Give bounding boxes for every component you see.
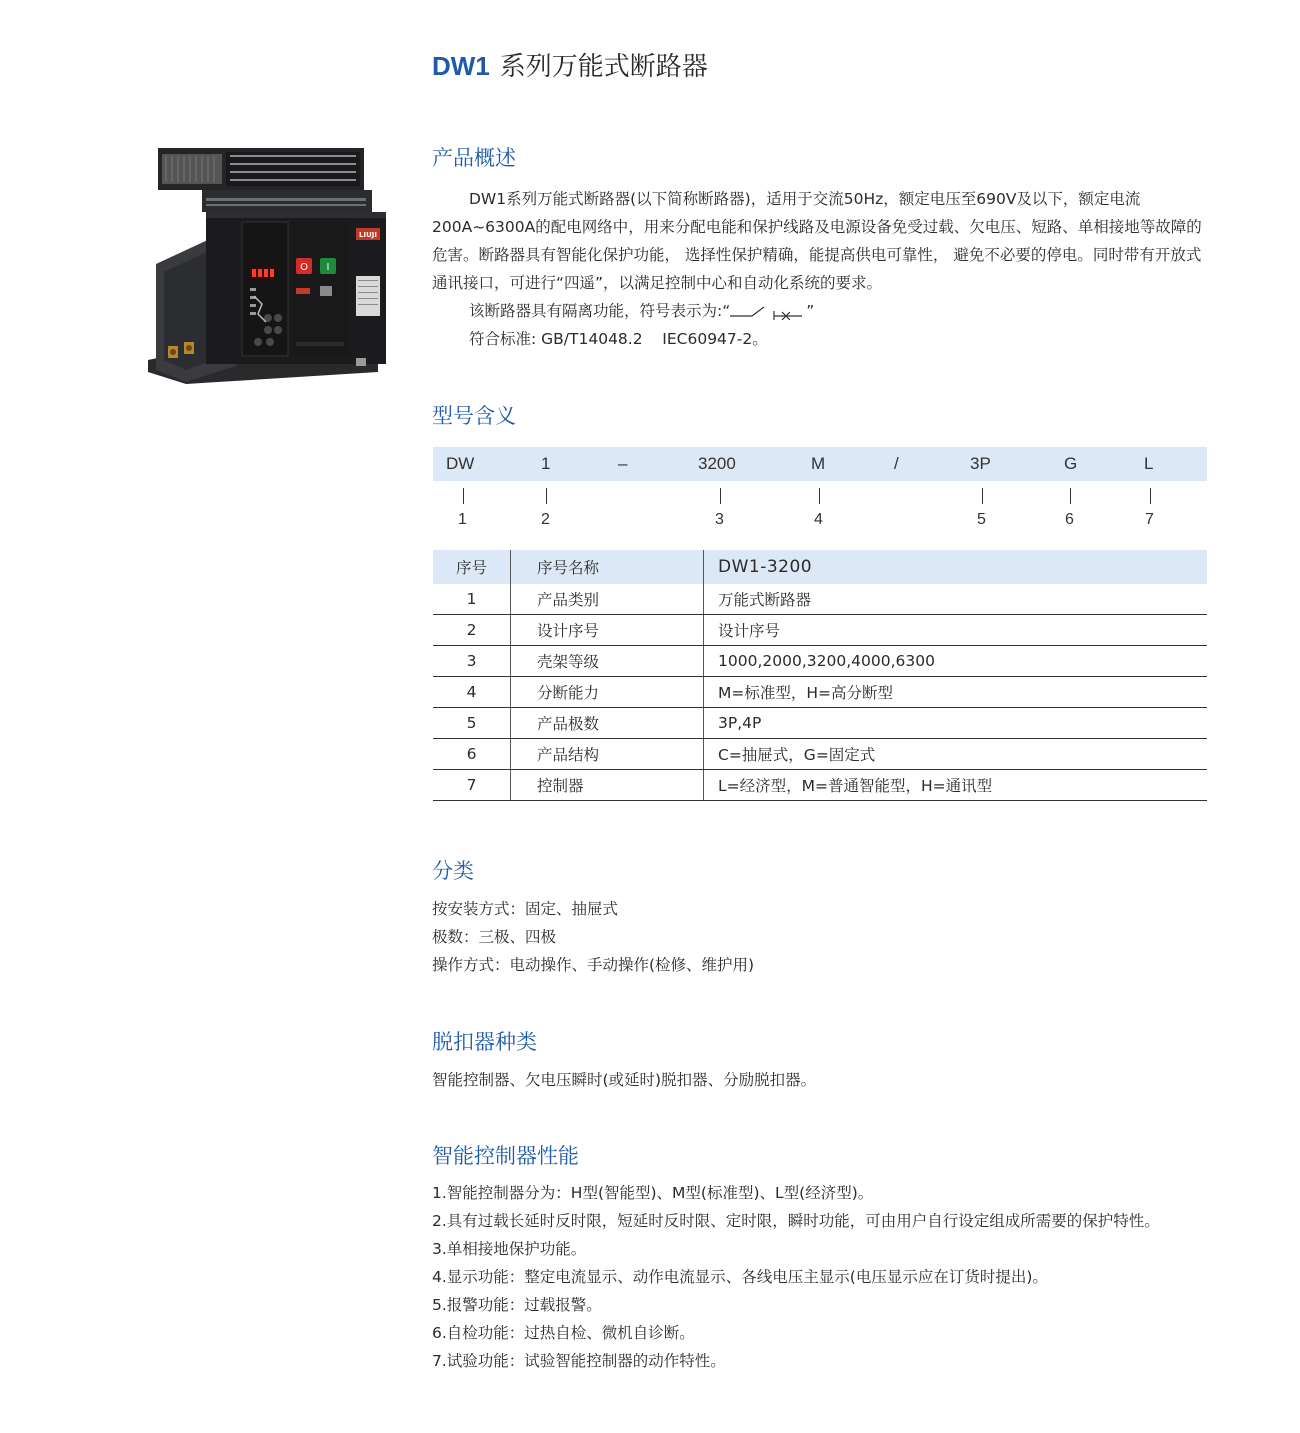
model-table xyxy=(433,550,1207,801)
table-cell: 3 xyxy=(433,646,511,677)
table-cell: 5 xyxy=(433,708,511,739)
table-cell: C=抽屉式，G=固定式 xyxy=(704,739,1208,770)
table-header: DW1-3200 xyxy=(704,550,1208,584)
on-button-label: I xyxy=(326,262,330,273)
index-tick xyxy=(546,488,547,504)
table-cell: 6 xyxy=(433,739,511,770)
controller-list xyxy=(432,1179,1222,1375)
table-cell: 设计序号 xyxy=(704,615,1208,646)
table-cell: 万能式断路器 xyxy=(704,584,1208,615)
list-item: 2.具有过载长延时反时限，短延时反时限、定时限，瞬时功能，可由用户自行设定组成所需要的保护特性。 xyxy=(432,1212,1160,1230)
isolation-suffix: ” xyxy=(806,302,815,320)
list-item: 3.单相接地保护功能。 xyxy=(432,1240,587,1258)
table-row xyxy=(433,677,1207,708)
list-item: 7.试验功能：试验智能控制器的动作特性。 xyxy=(432,1352,726,1370)
table-cell: 壳架等级 xyxy=(511,646,704,677)
table-cell: 设计序号 xyxy=(511,615,704,646)
table-cell: 2 xyxy=(433,615,511,646)
list-item: 4.显示功能：整定电流显示、动作电流显示、各线电压主显示(电压显示应在订货时提出)。 xyxy=(432,1268,1048,1286)
isolation-symbol-icon xyxy=(730,304,806,320)
table-row xyxy=(433,584,1207,615)
model-token: 3200 xyxy=(698,454,736,473)
table-cell: L=经济型，M=普通智能型，H=通讯型 xyxy=(704,770,1208,801)
classification-line: 按安装方式：固定、抽屉式 xyxy=(432,900,619,918)
index-number: 1 xyxy=(458,511,467,528)
model-token: L xyxy=(1144,454,1154,473)
list-item: 5.报警功能：过载报警。 xyxy=(432,1296,602,1314)
list-item: 1.智能控制器分为：H型(智能型)、M型(标准型)、L型(经济型)。 xyxy=(432,1184,874,1202)
index-number: 2 xyxy=(541,511,550,528)
index-tick xyxy=(819,488,820,504)
index-tick xyxy=(1150,488,1151,504)
overview-section xyxy=(432,185,1214,353)
classification-line: 操作方式：电动操作、手动操作(检修、维护用) xyxy=(432,956,755,974)
index-tick xyxy=(720,488,721,504)
isolation-prefix: 该断路器具有隔离功能，符号表示为:“ xyxy=(469,302,731,320)
table-row xyxy=(433,615,1207,646)
index-number: 3 xyxy=(715,511,724,528)
table-row xyxy=(433,739,1207,770)
standard-line: 符合标准: GB/T14048.2 IEC60947-2。 xyxy=(469,330,768,348)
table-row xyxy=(433,708,1207,739)
model-token: – xyxy=(618,454,628,473)
table-cell: 产品类别 xyxy=(511,584,704,615)
model-code-bar xyxy=(433,447,1207,481)
model-token: G xyxy=(1064,454,1078,473)
release-heading: 脱扣器种类 xyxy=(432,1030,537,1054)
overview-heading: 产品概述 xyxy=(432,146,516,170)
classification-heading: 分类 xyxy=(432,859,474,883)
model-token: DW xyxy=(446,454,475,473)
off-button-label: O xyxy=(300,262,308,273)
index-number: 6 xyxy=(1065,511,1074,528)
table-cell: 1000,2000,3200,4000,6300 xyxy=(704,646,1208,677)
index-tick xyxy=(463,488,464,504)
list-item: 6.自检功能：过热自检、微机自诊断。 xyxy=(432,1324,695,1342)
product-image xyxy=(146,146,390,390)
table-header: 序号 xyxy=(433,550,511,584)
index-number: 4 xyxy=(814,511,823,528)
table-row xyxy=(433,770,1207,801)
table-cell: 产品结构 xyxy=(511,739,704,770)
model-token: / xyxy=(894,454,899,473)
page-title xyxy=(432,46,708,83)
title-code: DW1 xyxy=(432,51,490,81)
index-tick xyxy=(982,488,983,504)
table-cell: 3P,4P xyxy=(704,708,1208,739)
table-cell: 分断能力 xyxy=(511,677,704,708)
table-cell: 控制器 xyxy=(511,770,704,801)
isolation-line xyxy=(432,297,1214,325)
index-tick xyxy=(1070,488,1071,504)
table-cell: 7 xyxy=(433,770,511,801)
overview-paragraph: DW1系列万能式断路器(以下简称断路器)，适用于交流50Hz，额定电压至690V及以下，额定电流200A~6300A的配电网络中，用来分配电能和保护线路及电源设备免受过载、欠电压、短路、单相接地等故障的危害。断路器具有智能化保护功能， 选择性保护精确，能提高供电可靠性， 避免不必要的停电。同时带有开放式通讯接口，可进行“四遥”，以满足控制中心和自动化系统的要求。 xyxy=(432,190,1202,292)
table-header-row xyxy=(433,550,1207,584)
release-text: 智能控制器、欠电压瞬时(或延时)脱扣器、分励脱扣器。 xyxy=(432,1071,817,1089)
brand-label: LIUJI xyxy=(359,231,377,239)
table-header: 序号名称 xyxy=(511,550,704,584)
model-heading: 型号含义 xyxy=(432,404,516,428)
model-token: 3P xyxy=(970,454,991,473)
title-text: 系列万能式断路器 xyxy=(499,52,708,82)
model-token: 1 xyxy=(541,454,551,473)
index-number: 5 xyxy=(977,511,986,528)
controller-heading: 智能控制器性能 xyxy=(432,1144,579,1168)
model-token: M xyxy=(811,454,826,473)
table-cell: 4 xyxy=(433,677,511,708)
classification-line: 极数：三极、四极 xyxy=(432,928,557,946)
table-cell: M=标准型，H=高分断型 xyxy=(704,677,1208,708)
table-row xyxy=(433,646,1207,677)
index-number: 7 xyxy=(1145,511,1154,528)
table-cell: 产品极数 xyxy=(511,708,704,739)
table-cell: 1 xyxy=(433,584,511,615)
